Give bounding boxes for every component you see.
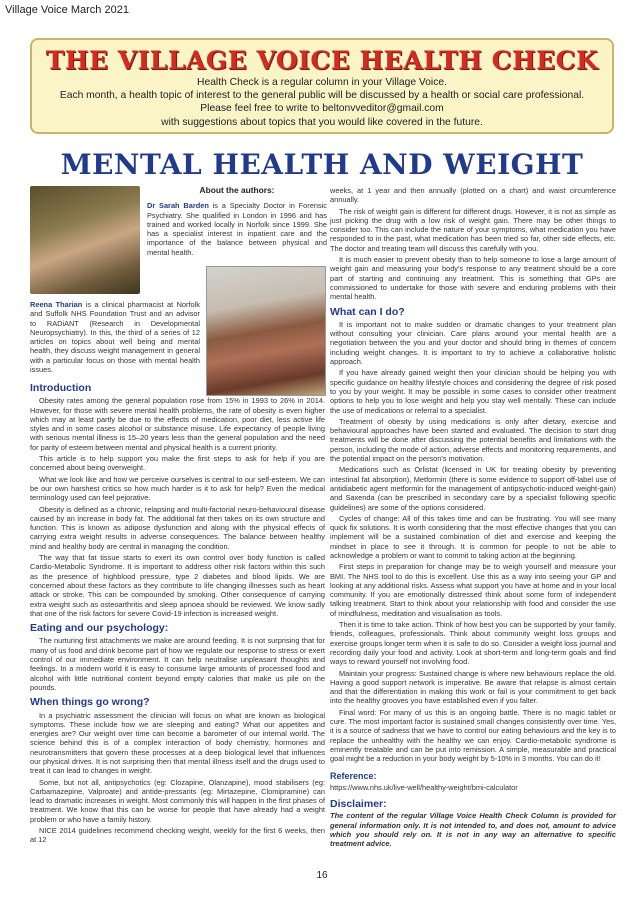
cando-paragraph: Treatment of obesity by using medications is only after dietary, exercise and behavioural approaches have been started and evaluated. The decision to start drug treatments will be done after discussing the potential benefits and limitations with the person, including the mode of action, adverse effects and monitoring requirements, and the potential impact on the person's motivation. bbox=[330, 416, 616, 464]
cando-paragraph: First steps in preparation for change may be to weigh yourself and measure your BMI. The NHS tool to do this is excellent. Use this as a way into seeing your GP and looking at any additional risks. Assess what support you have at home and in your local community. If you are emotionally distressed think about some form of independent talking treatment. Start to think about your relationship with food and consider the use of mindfulness, meditation and visualisation as tools. bbox=[330, 562, 616, 618]
disclaimer-text: The content of the regular Village Voice Health Check Column is provided for general information only. It is not intended to, and does not, amount to advice which you should rely on. It is not in any way an alternative to specific treatment advice. bbox=[330, 811, 616, 849]
right-paragraph: The risk of weight gain is different for different drugs. However, it is not as simple as just picking the drug with a low risk of weight gain. There may be other things to consider too. This can include the nature of your symptoms, what medication you have responded to in the past, what medication has been tried so far, other side effects, etc. The doctor and treating team will discuss this carefully with you. bbox=[330, 206, 616, 253]
cando-paragraph: Then it is time to take action. Think of how best you can be supported by your family, friends, colleagues, professionals. Think about community weight loss groups and exercise groups longer term when it is safe to do so. Consider a weight loss journal and recording daily your food and activity. Look at short-term and long-term goals and find ways to reward yourself not involving food. bbox=[330, 620, 616, 667]
intro-paragraph: The way that fat tissue starts to exert its own control over body function is called Cardio-Metabolic Syndrome. It is important to address other risk factors within this such as the presence of highblood pressure, type 2 diabetes and blood lipids. We are concerned about these factors as they contribute to life changing illnesses such as heart attack or stroke. This can be compounded by smoking. Other consequence of carrying extra weight such as osteoarthritis and sleep apnoea should be reviewed. We know sadly that one of the risk factors for severe Covid-19 infection is increased weight. bbox=[30, 553, 325, 618]
wrong-paragraph: Some, but not all, antipsychotics (eg: Clozapine, Olanzapine), mood stabilisers (eg: Carbamazepine, Valproate) and antide-pressants (eg: Mirtazepine, Clomipramine) can lead to dramatic increases in weight. Most commonly this will happen in the first phases of treatment. We know that this can be worse for people that have already had a weight problem or who have a family history. bbox=[30, 777, 325, 824]
cando-paragraph: Maintain your progress: Sustained change is where new behaviours replace the old. Having a good support network is imperative. Be aware that relapse is almost certain and that the differentiation in making this work or fail is your commitment to get back into the healthy grooves you have established even if you falter. bbox=[330, 668, 616, 706]
banner-line-4: with suggestions about topics that you would like covered in the future. bbox=[161, 116, 483, 128]
wrong-heading: When things go wrong? bbox=[30, 696, 150, 709]
reference-link[interactable]: https://www.nhs.uk/live-well/healthy-weight/bmi-calculator bbox=[330, 782, 518, 792]
author1-name: Dr Sarah Barden bbox=[147, 201, 209, 211]
cando-paragraph: Cycles of change: All of this takes time and can be frustrating. You will see many quick fix solutions. It is worth considering that the most effective changes that you can implement will be a sustained combination of diet and exercise and keeping the mindset in place to see it through. It is common for people to not be able to acknowledge a problem or want to commit to taking action at the beginning. bbox=[330, 513, 616, 560]
author2-block bbox=[30, 300, 200, 376]
eating-paragraph: The nurturing first attachments we make are around feeding. It is not surprising that for many of us food and drink become part of how we regulate our response to stress or exert control of our immediate environment. It can help neutralise unpleasant thoughts and feelings. In a modern world it is easy to consume large amounts of processed food and alcohol with little nutritional content beyond empty calories that make us pile on the pounds. bbox=[30, 636, 325, 692]
intro-paragraph: Obesity rates among the general population rose from 15% in 1993 to 26% in 2014. However, for those with severe mental health problems, the rate of obesity is even higher which may at least partly be due to the effects of medication, poor diet, less active life styles and in some cases alcohol or substance misuse. Life expectancy of people living with serious mental illness is 15–20 years less than the general population and the need for parity of esteem between mental and physical health is a current priority. bbox=[30, 396, 325, 452]
page-number: 16 bbox=[316, 870, 328, 881]
article-title: MENTAL HEALTH AND WEIGHT bbox=[60, 148, 584, 181]
intro-paragraph: This article is to help support you make the first steps to ask for help if you are concerned about being overweight. bbox=[30, 454, 325, 473]
author2-name: Reena Tharian bbox=[30, 300, 83, 309]
left-column bbox=[30, 378, 325, 847]
author-photo-sarah bbox=[30, 186, 140, 294]
author1-bio-paragraph bbox=[147, 201, 327, 257]
banner-line-3: Please feel free to write to beltonvveditor@gmail.com bbox=[200, 103, 444, 115]
about-authors bbox=[147, 186, 327, 257]
right-column bbox=[330, 186, 616, 851]
health-check-title: THE VILLAGE VOICE HEALTH CHECK bbox=[45, 46, 599, 75]
intro-paragraph: What we look like and how we perceive ourselves is central to our self-esteem. We can be our own harshest critics so how much harder is it to ask for help? Even the medical terminology used can feel pejorative. bbox=[30, 474, 325, 503]
intro-heading: Introduction bbox=[30, 382, 92, 394]
cando-paragraph: It is important not to make sudden or dramatic changes to your treatment plan without consulting your clinician. Care plans around your mental health are a negotiation between the you and your doctor and should bring in themes of concern including weight changes. It is important to try to achieve a collaborative holistic approach. bbox=[330, 319, 616, 367]
author1-bio: is a Specialty Doctor in Forensic Psychiatry. She qualified in London in 1996 and has trained and worked locally in Norfolk since 1999. She has a specialist interest in inpatient care and the importance of the balance between physical and mental health. bbox=[147, 201, 327, 257]
about-heading: About the authors: bbox=[199, 185, 275, 195]
right-paragraph: It is much easier to prevent obesity than to help someone to lose a large amount of weight gain and measuring your body's response to any treatment should be a core part of starting and continuing any treatment. This is something that GPs are commissioned to undertake for those with severe and enduring problems with their mental health. bbox=[330, 255, 616, 302]
intro-paragraph: Obesity is defined as a chronic, relapsing and multi-factorial neuro-behavioural disease caused by an increase in body fat. The additional fat then takes on its own structure and function. This is known as adipose dysfunction and along with the physical effects of carrying extra weight results in adverse consequences. The balance between healthy mind and healthy body are central in managing the condition. bbox=[30, 504, 325, 551]
issue-header: Village Voice March 2021 bbox=[5, 4, 129, 16]
cando-paragraph: Medications such as Orlistat (licensed in UK for treating obesity by preventing intestinal fat absorption), Metformin (there is some evidence to support off-label use of antidiabetic agent metformin for the management of antipsychotic-induced weight-gain) and Saxenda (can be prescribed in secondary care by a specialist following specific guidelines) are some of the options considered. bbox=[330, 465, 616, 512]
eating-heading: Eating and our psychology: bbox=[30, 622, 169, 635]
health-check-banner bbox=[30, 38, 614, 134]
right-paragraph: weeks, at 1 year and then annually (plotted on a chart) and waist circumference annually. bbox=[330, 186, 616, 205]
wrong-paragraph: NICE 2014 guidelines recommend checking weight, weekly for the first 6 weeks, then at 12 bbox=[30, 826, 325, 845]
author-photo-reena bbox=[206, 266, 326, 396]
wrong-paragraph: In a psychiatric assessment the clinician will focus on what are known as biological symptoms. These include how we are sleeping and eating? What our appetites and energies are? Our weight over time can become a barometer of our internal world. The science behind this is of a complex interaction of body chemistry, hormones and neurotransmitters that govern these processes at a deep biological level that influences our physical drives. It is not surprising then that mental illness itself and the drugs used to treat it can lead to changes in weight. bbox=[30, 710, 325, 776]
cando-paragraph: If you have already gained weight then your clinician should be helping you with specific guidance on healthy lifestyle choices and considering the degree of risk posed to you by your weight. It may be possible in some cases to consider other treatment options to help you to lose weight and help you stay well mentally. These can include the use of medications or referral to a specialist. bbox=[330, 368, 616, 415]
cando-paragraph: Final word: For many of us this is an ongoing battle. There is no magic tablet or cure. The most important factor is sustained small changes consistently over time. Yes, it is a source of sadness that we have to control our eating behaviours and the key is to replace the unhealthy with the healthy we can enjoy. Cardio-metabolic syndrome is eminently treatable and can be put into remission. A simple, measurable and practical goal might be a reduction in your body weight by 5-10% in 3 months. You can do it! bbox=[330, 707, 616, 764]
banner-line-2: Each month, a health topic of interest to the general public will be discussed by a health or social care professional. bbox=[59, 90, 585, 102]
banner-line-1: Health Check is a regular column in your Village Voice. bbox=[197, 77, 447, 88]
cando-heading: What can I do? bbox=[330, 305, 405, 318]
author2-bio: is a clinical pharmacist at Norfolk and Suffolk NHS Foundation Trust and an advisor to RADiANT (Research in Developmental Neuropsychiatry). In this, the third of a series of 12 articles on topics about well being and mental health, they discuss weight management in general with a particular focus on those with mental health issues. bbox=[30, 300, 200, 375]
disclaimer-block bbox=[330, 800, 616, 848]
reference-heading: Reference: bbox=[330, 770, 377, 781]
author2-bio-paragraph bbox=[30, 300, 200, 374]
intro-wrap bbox=[30, 396, 325, 452]
disclaimer-heading: Disclaimer: bbox=[330, 798, 387, 811]
